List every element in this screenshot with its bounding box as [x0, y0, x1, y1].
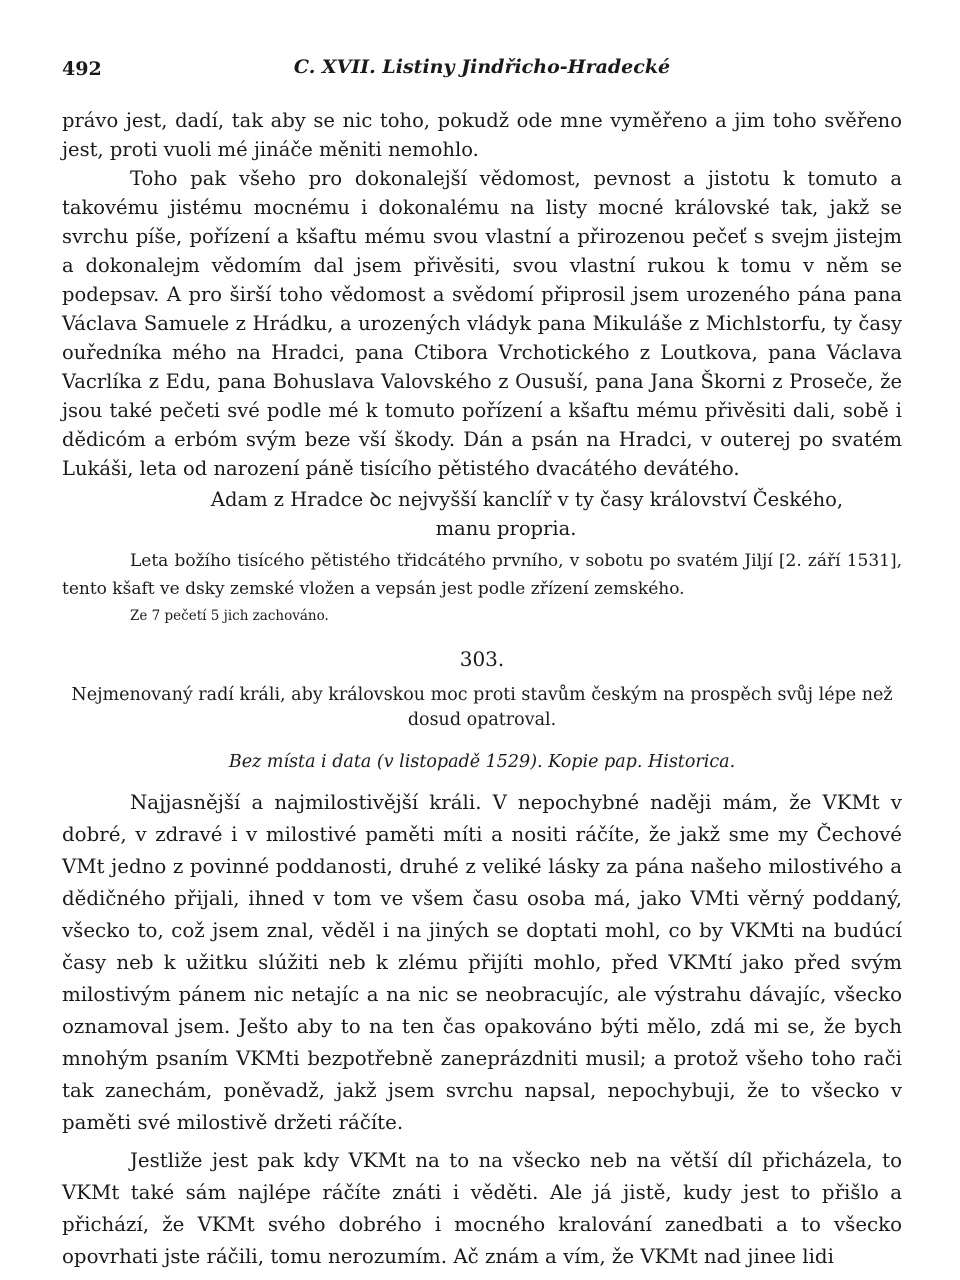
running-title: C. XVII. Listiny Jindřicho-Hradecké	[293, 56, 671, 78]
body-paragraph: Najjasnější a najmilostivější králi. V nepochybné naději mám, že VKMt v dobré, v zdravé i v milostivé paměti míti a nositi ráčíte, že jakž sme my Čechové VMt jedno z povinné poddanosti, druhé z veliké lásky za pána našeho milostivého a dědičného přijali, ihned v tom ve všem času osoba má, jako VMti věrný poddaný, všecko to, což jsem znal, věděl i na jiných se doptati mohl, co by VKMti na budúcí časy neb k užitku slúžiti neb k zlému přijíti mohlo, před VKMtí jako před svým milostivým pánem nic netajíc a na nic se neobracujíc, ale výstrahu dávajíc, všecko oznamoval jsem. Ješto aby to na ten čas opakováno býti mělo, zdá mi se, že bych mnohým psaním VKMti bezpotřebně zaneprázdniti musil; a protož všeho toho rači tak zanechám, poněvadž, jakž jsem svrchu napsal, nepochybuji, že to všecko v paměti své milostivě držeti ráčíte.	[62, 791, 902, 1134]
document-summary: Nejmenovaný radí králi, aby královskou moc proti stavům českým na prospěch svůj lépe než dosud opatroval.	[71, 685, 893, 730]
page-number: 492	[62, 58, 102, 80]
seals-note: Ze 7 pečetí 5 jich zachováno.	[130, 608, 329, 624]
closing-paragraph: Toho pak všeho pro dokonalejší vědomost, pevnost a jistotu k tomuto a takovému jistému mocnému i dokonalému na listy mocné královské tak, jakž se svrchu píše, pořízení a kšaftu mému svou vlastní a přirozenou pečeť s svejm jistejm a dokonalejm vědomím dal jsem přivěsiti, svou vlastní rukou k tomu v něm se podepsav. A pro širší toho vědomost a svědomí připrosil jsem urozeného pána pana Václava Samuele z Hrádku, a urozených vládyk pana Mikuláše z Michlstorfu, ty časy ouředníka mého na Hradci, pana Ctibora Vrchotického z Loutkova, pana Václava Vacrlíka z Edu, pana Bohuslava Valovského z Ousuší, pana Jana Škorni z Proseče, že jsou také pečeti své podle mé k tomuto pořízení a kšaftu mému přivěsiti dali, sobě i dědicóm a erbóm svým beze vší škody. Dán a psán na Hradci, v outerej po svatém Lukáši, leta od narození páně tisícího pětistého dvacátého devátého.	[62, 167, 902, 480]
document-number: 303.	[459, 647, 505, 671]
document-page	[62, 52, 902, 1273]
signature-manu-propria: manu propria.	[435, 517, 577, 540]
registration-note: Leta božího tisícého pětistého třidcátého prvního, v sobotu po svatém Jiljí [2. září 1531], tento kšaft ve dsky zemské vložen a vepsán jest podle zřízení zemského.	[62, 551, 902, 599]
continued-paragraph: právo jest, dadí, tak aby se nic toho, pokudž ode mne vyměřeno a jim toho svěřeno jest, proti vuoli mé jináče měniti nemohlo.	[62, 109, 902, 161]
document-source: Bez místa i data (v listopadě 1529). Kopie pap. Historica.	[228, 752, 736, 772]
body-paragraph: Jestliže jest pak kdy VKMt na to na všecko neb na větší díl přicházela, to VKMt také sám najlépe ráčíte znáti i věděti. Ale já jistě, kudy jest to přišlo a přichází, že VKMt svého dobrého i mocného kralování zanedbati a to všecko opovrhati jste ráčili, tomu nerozumím. Ač znám a vím, že VKMt nad jinee lidi	[62, 1149, 902, 1268]
signature-line: Adam z Hradce ꝺc nejvyšší kanclíř v ty časy království Českého,	[210, 488, 844, 511]
running-head	[62, 52, 902, 88]
